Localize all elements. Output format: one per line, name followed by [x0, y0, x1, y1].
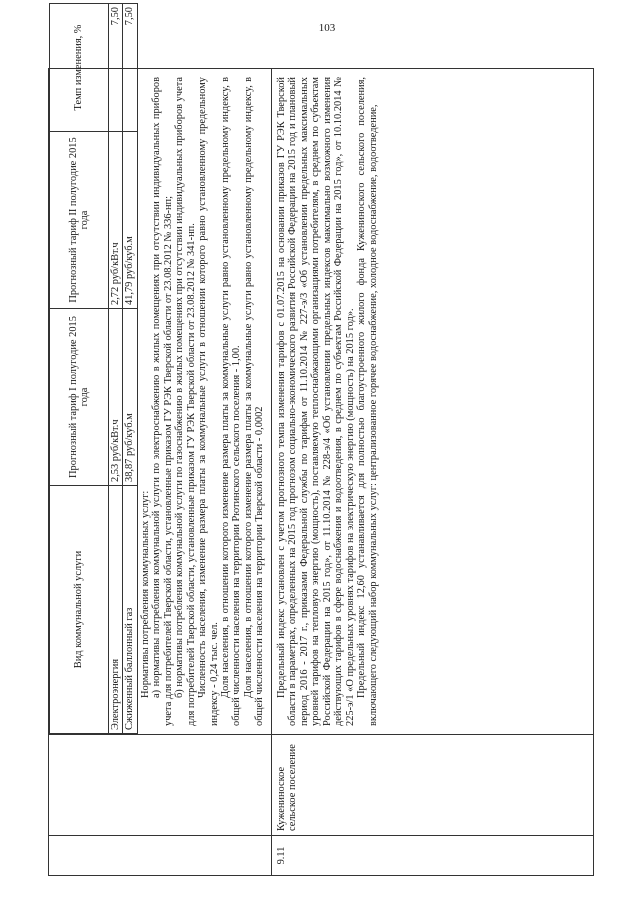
- norm-b-text: б) нормативы потребления коммунальной услуги по газоснабжению в жилых помещениях при отсутствии индивидуальных приборов учета для потребителей Тверской области, установленные приказом ГУ РЭК Тверской области от 23.08.2012 № 341-нп.: [174, 77, 197, 726]
- norms-block: [138, 69, 268, 734]
- tariff-growth: 7,50: [123, 4, 137, 132]
- section-paragraph-2: Предельный индекс 12,60 устанавливается для полностью благоустроенного жилого фонда Кужениноского сельского поселения, включающего следующий набор коммунальных услуг: централизованное горячее водоснабжение, холодное водоснабжение, водоотведение,: [356, 77, 379, 726]
- section-name: Кужениноское сельское поселение: [272, 735, 594, 836]
- population-share-settlement-text: Доля населения, в отношении которого изменение размера платы за коммунальные услуги равно установленному предельному индексу, в общей численности населения на территории Рютинского сельского поселения - 1,00.: [219, 77, 243, 726]
- table-row: [272, 69, 594, 876]
- header-tariff-h1: Прогнозный тариф I полугодие 2015 года: [50, 309, 109, 486]
- tariff-h2: 41,79 руб/куб.м: [123, 132, 137, 309]
- row-name-cell: [49, 735, 272, 836]
- row-description-cell: [49, 7, 272, 735]
- section-number: 9.11: [272, 836, 594, 876]
- header-service: Вид коммунальной услуги: [50, 486, 109, 734]
- tariff-table-header: [50, 4, 109, 734]
- tariff-h1: 38,87 руб/куб.м: [123, 309, 137, 486]
- section-paragraph-1: Предельный индекс установлен с учетом прогнозного темпа изменения тарифов с 01.07.2015 на основании приказов ГУ РЭК Тверской области в параметрах, определенных на 2015 год прогнозом социально-экономического развития Российской Федерации на 2015 год и плановый период 2016 - 2017 г., приказами Федеральной службы по тарифам от 11.10.2014 № 227-э/3 «Об установлении предельных максимальных уровней тарифов на тепловую энергию (мощность), поставляемую теплоснабжающими организациями потребителям, в среднем по субъектам Российской Федерации на 2015 год», от 11.10.2014 № 228-э/4 «Об установлении предельных индексов максимально возможного изменения действующих тарифов в сфере водоснабжения и водоотведения, в среднем по субъектам Российской Федерации на 2015 год», от 10.10.2014 № 225-э/1 «О предельных уровнях тарифов на электрическую энергию (мощность) на 2015 год».: [276, 77, 356, 726]
- tariff-row: [109, 4, 123, 734]
- norms-title: Нормативы потребления коммунальных услуг:: [139, 490, 151, 698]
- tariff-growth: 7,50: [109, 4, 123, 132]
- table-row: [49, 69, 272, 876]
- page-number: 103: [318, 22, 336, 34]
- tariff-table: [49, 3, 138, 734]
- row-number-cell: [49, 836, 272, 876]
- population-count-text: Численность населения, изменение размера платы за коммунальные услуги в отношении которого равно установленному предельному индексу - 0,24 тыс. чел.: [197, 77, 220, 726]
- population-share-region-text: Доля населения, в отношении которого изменение размера платы за коммунальные услуги равно установленному предельному индексу, в общей численности населения на территории Тверской области - 0,0002: [242, 77, 266, 726]
- tariff-service: Электроэнергия: [109, 486, 123, 734]
- header-tariff-h2: Прогнозный тариф II полугодие 2015 года: [50, 132, 109, 309]
- header-growth: Темп изменения, %: [50, 4, 109, 132]
- section-description: [272, 69, 594, 735]
- norm-a-text: а) нормативы потребления коммунальной услуги по электроснабжению в жилых помещениях при отсутствии индивидуальных приборов учета для потребителей Тверской области, установленные приказом ГУ РЭК Тверской области от 23.08.2012 № 336-нп;: [151, 77, 174, 726]
- tariff-h1: 2,53 руб/кВт.ч: [109, 309, 123, 486]
- tariff-row: [123, 4, 137, 734]
- tariff-h2: 2,72 руб/кВт.ч: [109, 132, 123, 309]
- tariff-service: Сжиженный баллонный газ: [123, 486, 137, 734]
